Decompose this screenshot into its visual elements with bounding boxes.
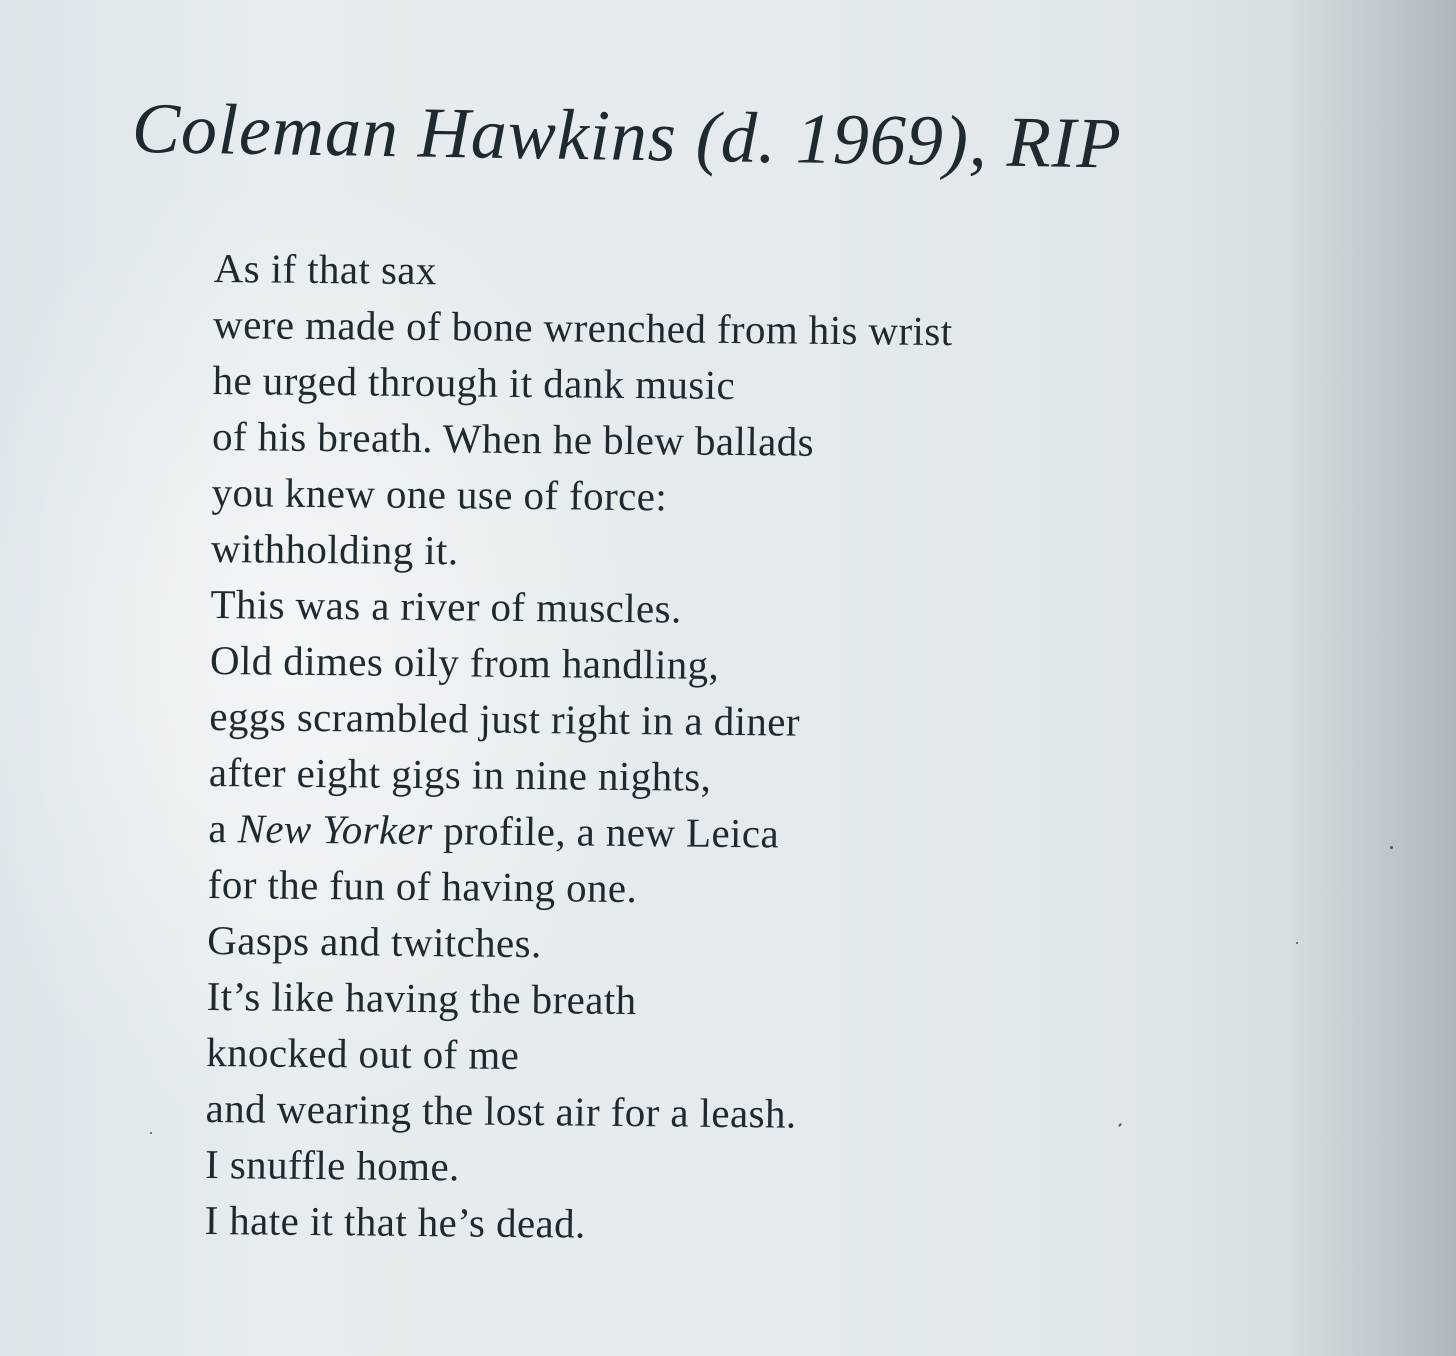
page-gutter-shadow xyxy=(1286,0,1456,1356)
poem-line: after eight gigs in nine nights, xyxy=(208,748,712,800)
poem-line: Gasps and twitches. xyxy=(207,916,542,967)
poem-line: This was a river of muscles. xyxy=(210,580,682,632)
poem-text: a xyxy=(208,804,238,852)
publication-title: New Yorker xyxy=(237,805,433,854)
poem-line: I snuffle home. xyxy=(204,1140,460,1190)
poem-line: for the fun of having one. xyxy=(207,860,638,912)
poem-line xyxy=(208,800,1228,866)
poem-title: Coleman Hawkins (d. 1969), RIP xyxy=(131,88,1123,184)
poem-text: profile, a new Leica xyxy=(432,807,780,857)
paper-speck xyxy=(1296,942,1298,944)
poem-body xyxy=(204,240,1234,1258)
poem-line: you knew one use of force: xyxy=(211,468,668,520)
poem-line: knocked out of me xyxy=(205,1028,520,1078)
poem-line: were made of bone wrenched from his wrist xyxy=(212,300,953,355)
paper-speck xyxy=(150,1132,152,1134)
poem-line: As if that sax xyxy=(213,244,438,294)
poem-line: withholding it. xyxy=(210,524,459,574)
poem-line: of his breath. When he blew ballads xyxy=(211,412,815,465)
poem-line: Old dimes oily from handling, xyxy=(209,636,720,688)
poem-line: eggs scrambled just right in a diner xyxy=(209,692,801,745)
poem-line: I hate it that he’s dead. xyxy=(204,1196,586,1247)
paper-speck xyxy=(1390,846,1393,849)
poem-line: It’s like having the breath xyxy=(206,972,637,1024)
poem-line: he urged through it dank music xyxy=(212,356,736,409)
poem-line: and wearing the lost air for a leash. xyxy=(205,1084,797,1137)
